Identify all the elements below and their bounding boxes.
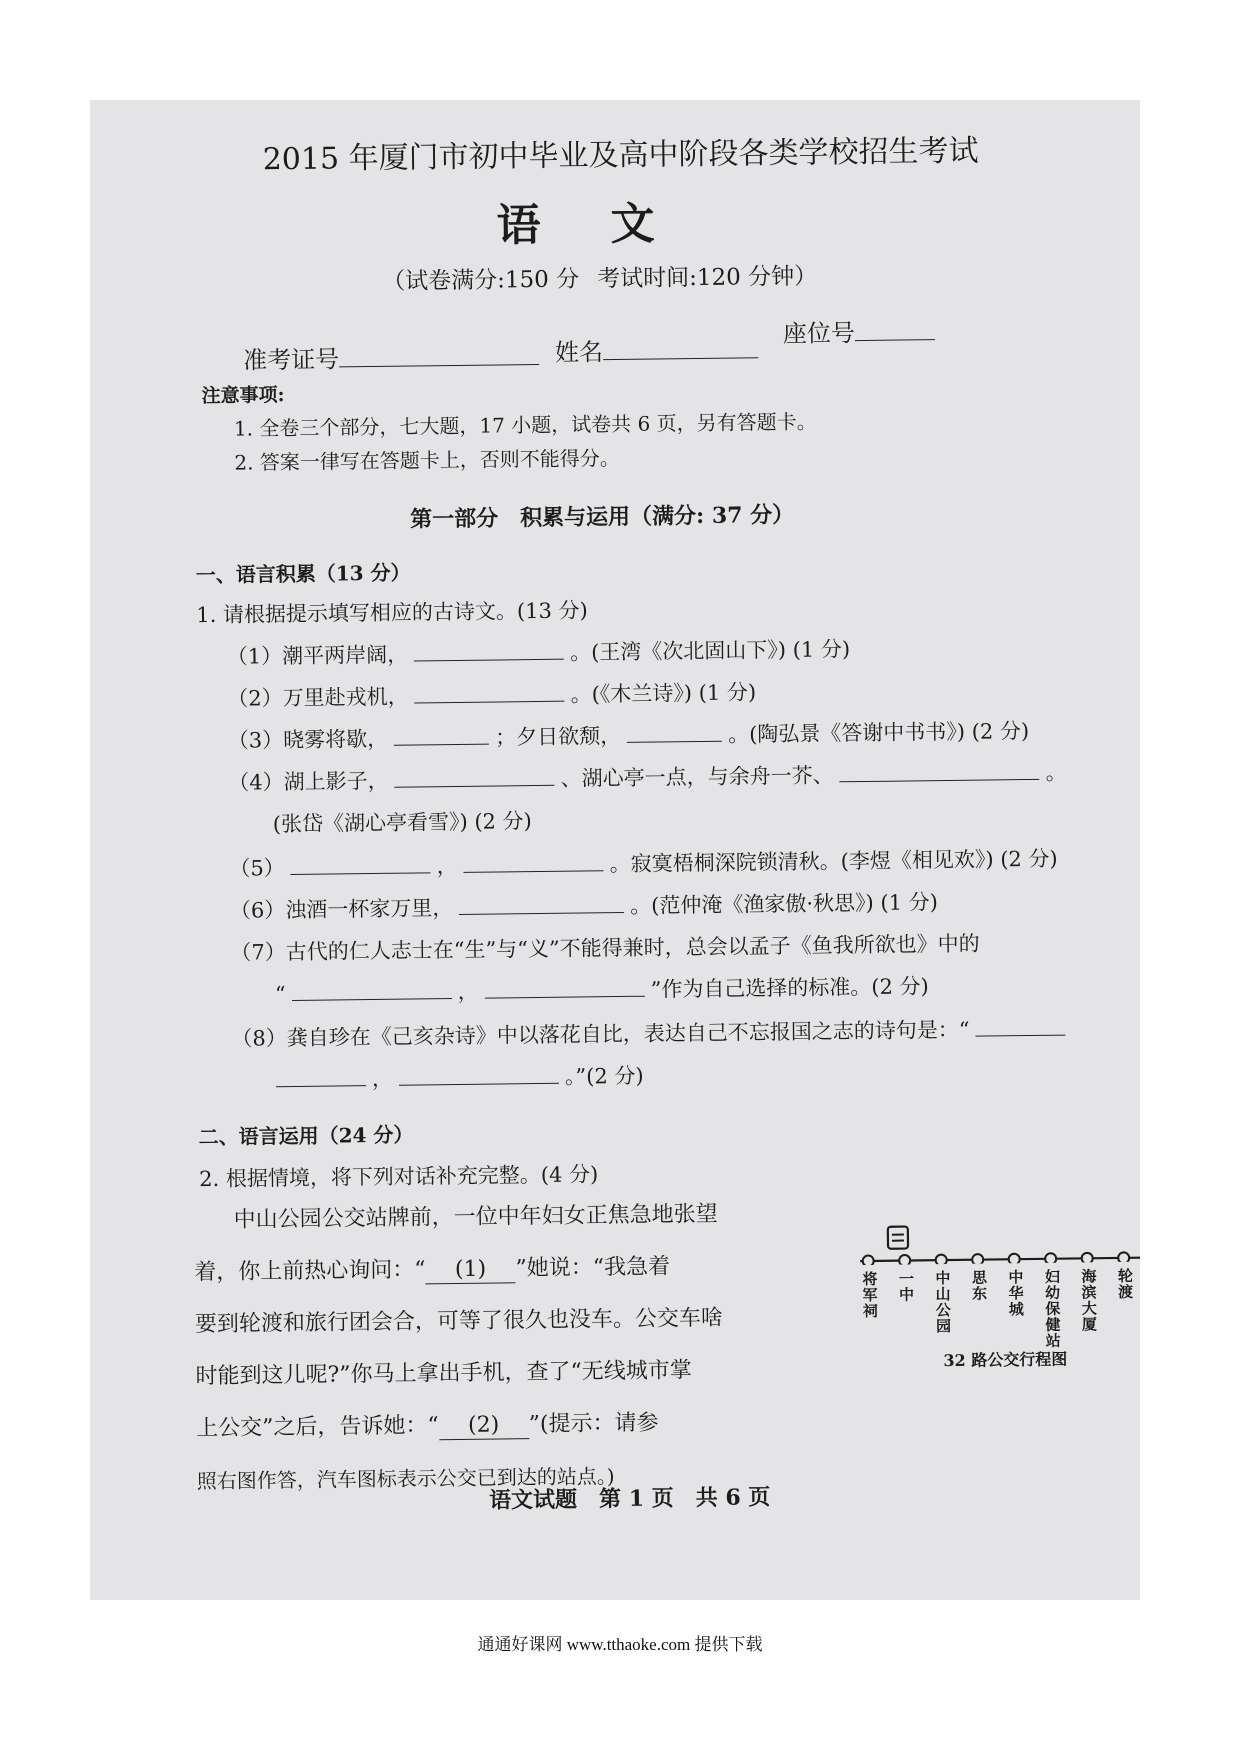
exam-paper-photo bbox=[90, 100, 1140, 1600]
answer-blank[interactable] bbox=[414, 681, 564, 704]
admission-number-field[interactable] bbox=[243, 337, 539, 376]
q2-line-6: 照右图作答，汽车图标表示公交已到达的站点。) bbox=[196, 1464, 615, 1494]
name-field[interactable] bbox=[555, 330, 758, 367]
q1-item-8: （8）龚自珍在《己亥杂诗》中以落花自比，表达自己不忘报国之志的诗句是：“ bbox=[231, 1012, 1071, 1052]
section1-title: 一、语言积累（13 分） bbox=[195, 560, 411, 588]
notice-title: 注意事项: bbox=[201, 384, 285, 408]
bus-stop-marker bbox=[1118, 1252, 1129, 1263]
exam-title: 2015 年厦门市初中毕业及高中阶段各类学校招生考试 bbox=[262, 133, 979, 178]
name-label: 姓名 bbox=[554, 338, 604, 367]
answer-blank[interactable] bbox=[399, 1063, 559, 1086]
answer-blank[interactable] bbox=[839, 759, 1039, 782]
q1-item-3: （3）晓雾将歇， ；夕日欲颓， 。(陶弘景《答谢中书书》) (2 分) bbox=[227, 718, 1030, 753]
bus-stop-label: 妇幼保健站 bbox=[1042, 1268, 1062, 1349]
q1-item-4-source: (张岱《湖心亭看雪》) (2 分) bbox=[272, 809, 532, 837]
bus-stop-marker bbox=[1082, 1253, 1093, 1264]
answer-blank[interactable] bbox=[291, 852, 431, 875]
q2-line-5: 上公交”之后，告诉她：“ (2) ”(提示：请参 bbox=[196, 1410, 659, 1442]
bus-map-caption: 32 路公交行程图 bbox=[943, 1349, 1068, 1371]
q2-line-4: 时能到这儿呢?”你马上拿出手机，查了“无线城市掌 bbox=[195, 1358, 692, 1390]
answer-blank[interactable] bbox=[975, 1015, 1065, 1037]
section2-title: 二、语言运用（24 分） bbox=[198, 1122, 414, 1150]
answer-blank[interactable] bbox=[464, 850, 604, 873]
bus-stop-label: 将军祠 bbox=[860, 1270, 879, 1320]
q1-stem: 1. 请根据提示填写相应的古诗文。(13 分) bbox=[196, 598, 588, 628]
answer-blank[interactable] bbox=[395, 765, 555, 788]
answer-blank[interactable] bbox=[414, 639, 564, 662]
answer-blank[interactable] bbox=[484, 976, 644, 999]
subject-title: 语文 bbox=[496, 197, 725, 252]
bus-route-line bbox=[856, 1221, 1140, 1265]
bus-stop-label: 轮渡 bbox=[1115, 1267, 1135, 1300]
admission-number-label: 准考证号 bbox=[242, 345, 340, 375]
bus-icon bbox=[888, 1227, 908, 1249]
exam-duration: 考试时间:120 分钟） bbox=[597, 263, 818, 293]
page-footer: 语文试题 第 1 页 共 6 页 bbox=[488, 1484, 771, 1514]
answer-blank[interactable] bbox=[459, 892, 624, 915]
q2-line-2: 着，你上前热心询问：“ (1) ”她说：“我急着 bbox=[194, 1254, 671, 1286]
answer-blank-1[interactable]: (1) bbox=[425, 1256, 515, 1284]
bus-stop-label: 海滨大厦 bbox=[1079, 1268, 1099, 1333]
q1-item-7: （7）古代的仁人志士在“生”与“义”不能得兼时，总会以孟子《鱼我所欲也》中的 bbox=[230, 931, 980, 965]
notice-item: 2. 答案一律写在答题卡上，否则不能得分。 bbox=[234, 445, 620, 475]
bus-stop-marker bbox=[899, 1255, 910, 1265]
bus-stop-label: 思东 bbox=[969, 1269, 989, 1302]
q2-line-1: 中山公园公交站牌前，一位中年妇女正焦急地张望 bbox=[233, 1201, 718, 1233]
bus-stop-label: 一中 bbox=[896, 1270, 916, 1303]
bus-stop-marker bbox=[936, 1255, 947, 1266]
notice-item: 1. 全卷三个部分，七大题，17 小题，试卷共 6 页，另有答题卡。 bbox=[233, 409, 817, 441]
q1-item-6: （6）浊酒一杯家万里， 。(范仲淹《渔家傲·秋思》) (1 分) bbox=[229, 890, 939, 923]
bus-stop-marker bbox=[863, 1255, 874, 1265]
q1-item-4: （4）湖上影子， 、湖心亭一点，与余舟一芥、 。 bbox=[228, 760, 1067, 795]
answer-blank[interactable] bbox=[627, 721, 722, 743]
q1-item-7-cont: “ ， ”作为自己选择的标准。(2 分) bbox=[274, 974, 929, 1007]
full-score: （试卷满分:150 分 bbox=[382, 266, 580, 295]
bus-stop-marker bbox=[1009, 1254, 1020, 1265]
download-watermark: 通通好课网 www.tthaoke.com 提供下载 bbox=[477, 1635, 763, 1654]
name-blank[interactable] bbox=[603, 335, 758, 360]
q2-line-3: 要到轮渡和旅行团会合，可等了很久也没车。公交车啥 bbox=[194, 1305, 724, 1338]
seat-number-label: 座位号 bbox=[782, 319, 856, 348]
answer-blank[interactable] bbox=[394, 724, 489, 746]
answer-blank[interactable] bbox=[291, 978, 451, 1001]
q1-item-8-cont: ， 。”(2 分) bbox=[276, 1060, 644, 1094]
bus-stop-marker bbox=[972, 1254, 983, 1265]
answer-blank-2[interactable]: (2) bbox=[439, 1412, 529, 1440]
q1-item-5: （5） ， 。寂寞梧桐深院锁清秋。(李煜《相见欢》) (2 分) bbox=[229, 846, 1058, 881]
bus-stop-marker bbox=[1045, 1253, 1056, 1264]
seat-number-field[interactable] bbox=[783, 312, 935, 349]
bus-stop-label: 中华城 bbox=[1006, 1269, 1025, 1318]
q1-item-1: （1）潮平两岸阔， 。(王湾《次北固山下》) (1 分) bbox=[226, 637, 851, 669]
q2-stem: 2. 根据情境，将下列对话补充完整。(4 分) bbox=[199, 1162, 599, 1192]
bus-stop-label: 中山公园 bbox=[933, 1269, 953, 1335]
seat-number-blank[interactable] bbox=[855, 317, 935, 341]
admission-number-blank[interactable] bbox=[339, 342, 539, 367]
q1-item-2: （2）万里赴戎机， 。(《木兰诗》) (1 分) bbox=[227, 680, 757, 711]
part1-title: 第一部分 积累与运用（满分: 37 分） bbox=[409, 501, 795, 533]
answer-blank[interactable] bbox=[276, 1065, 366, 1087]
